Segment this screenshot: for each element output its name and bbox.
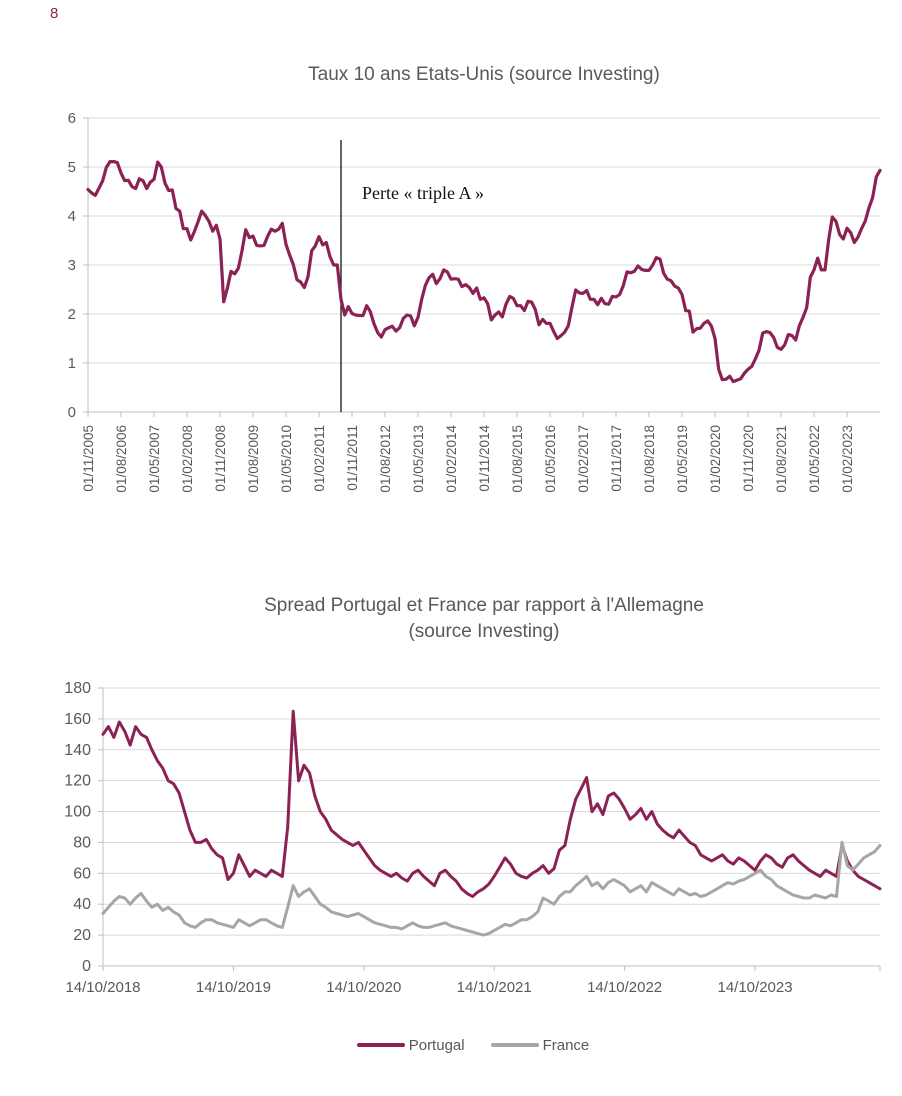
y-tick-label: 140 [64,741,91,759]
x-tick-label: 01/02/2017 [576,425,591,493]
x-tick-label: 14/10/2018 [65,979,141,996]
portugal-line-swatch [357,1043,405,1047]
x-tick-label: 01/11/2017 [609,425,624,492]
x-tick-label: 01/02/2014 [444,425,459,493]
x-tick-label: 01/02/2011 [312,425,327,492]
y-tick-label: 160 [64,710,91,728]
chart2-title [88,593,880,645]
legend-label-france: France [542,1036,590,1054]
y-tick-label: 100 [64,803,91,821]
x-tick-label: 01/08/2015 [510,425,525,493]
x-tick-label: 01/11/2014 [477,425,492,492]
y-tick-label: 40 [73,896,91,914]
x-tick-label: 01/05/2016 [543,425,558,493]
y-tick-label: 3 [67,257,76,274]
y-tick-label: 180 [64,680,91,697]
y-tick-label: 0 [82,958,91,975]
series-line-portugal [103,711,880,896]
legend-label-portugal: Portugal [408,1036,465,1054]
page-number: 8 [50,5,59,22]
x-tick-label: 01/02/2008 [180,425,195,493]
y-tick-label: 0 [67,404,76,421]
x-tick-label: 01/08/2021 [774,425,789,493]
chart2-legend [88,1034,880,1056]
x-tick-label: 14/10/2021 [456,979,532,996]
y-tick-label: 5 [67,159,76,176]
x-tick-label: 01/05/2022 [807,425,822,493]
x-tick-label: 01/11/2020 [741,425,756,492]
y-tick-label: 120 [64,772,91,790]
x-tick-label: 14/10/2023 [717,979,793,996]
y-tick-label: 80 [73,834,91,852]
chart2-title-line2: (source Investing) [408,621,560,642]
x-tick-label: 01/05/2010 [279,425,294,493]
x-tick-label: 01/05/2019 [675,425,690,493]
y-tick-label: 2 [67,306,76,323]
x-tick-label: 01/08/2006 [114,425,129,493]
x-tick-label: 01/08/2018 [642,425,657,493]
x-tick-label: 01/08/2009 [246,425,261,493]
x-tick-label: 01/05/2013 [411,425,426,493]
x-tick-label: 01/11/2011 [345,425,360,491]
x-tick-label: 01/11/2005 [81,425,96,492]
y-tick-label: 20 [73,927,91,945]
france-line-swatch [491,1043,539,1047]
x-tick-label: 14/10/2020 [326,979,402,996]
x-tick-label: 01/08/2012 [378,425,393,493]
chart2-title-line1: Spread Portugal et France par rapport à l'Allemagne [264,595,704,616]
x-tick-label: 01/11/2008 [213,425,228,492]
y-tick-label: 60 [73,865,91,883]
series-line-taux-10-ans-etats-unis [88,162,880,382]
x-tick-label: 14/10/2022 [587,979,663,996]
x-tick-label: 14/10/2019 [195,979,271,996]
triple-a-annotation: Perte « triple A » [362,183,484,203]
y-tick-label: 4 [67,208,76,225]
y-tick-label: 1 [67,355,76,372]
chart1-title: Taux 10 ans Etats-Unis (source Investing) [308,64,660,85]
x-tick-label: 01/02/2020 [708,425,723,493]
x-tick-label: 01/02/2023 [840,425,855,493]
x-tick-label: 01/05/2007 [147,425,162,493]
y-tick-label: 6 [67,110,76,127]
